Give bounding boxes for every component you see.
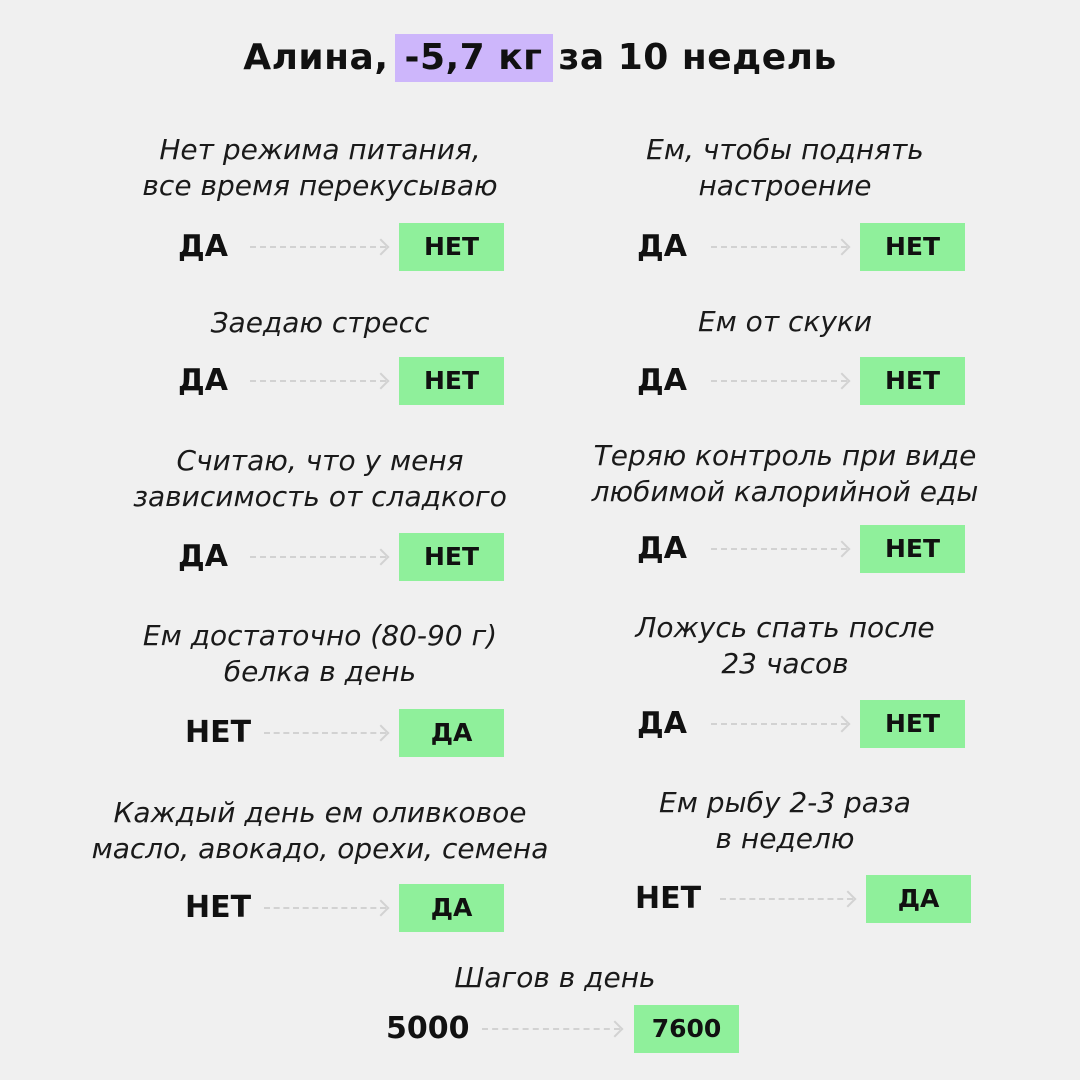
before-value: НЕТ [635,881,702,916]
habit-question: Каждый день ем оливковое масло, авокадо, орехи, семена [91,796,549,865]
after-badge: НЕТ [860,700,965,748]
habit-question: Нет режима питания, все время перекусываю [142,133,498,202]
arrow-icon [482,1028,620,1030]
habit-block-3 [60,305,580,415]
before-value: НЕТ [185,890,252,925]
habit-question: Считаю, что у меня зависимость от сладкого [133,444,507,513]
steps-label: Шагов в день [454,961,656,994]
after-badge: ДА [399,709,504,757]
habit-block-5 [60,443,580,583]
before-value: ДА [637,363,687,398]
habit-block-2 [525,132,1045,282]
after-badge: ДА [866,875,971,923]
after-badge: НЕТ [399,223,504,271]
arrow-icon [711,548,847,550]
arrow-icon [250,556,386,558]
habit-question: Ем достаточно (80-90 г) белка в день [142,619,498,688]
habit-question: Ем, чтобы поднять настроение [646,133,924,202]
habit-block-6 [525,438,1045,578]
habit-block-9 [60,795,580,935]
title-period: за 10 недель [558,37,837,78]
title-name: Алина, [243,37,389,78]
before-value: ДА [637,531,687,566]
habit-question: Ложусь спать после 23 часов [635,611,935,680]
habit-question: Заедаю стресс [210,306,430,339]
arrow-icon [720,898,853,900]
steps-before-value: 5000 [386,1011,470,1046]
after-badge: НЕТ [399,357,504,405]
arrow-icon [711,723,847,725]
page-title [0,34,1080,82]
habit-block-1 [60,132,580,282]
before-value: ДА [178,363,228,398]
habit-block-4 [525,304,1045,414]
before-value: ДА [178,229,228,264]
title-result-highlight: -5,7 кг [395,34,553,82]
before-value: ДА [637,229,687,264]
before-value: НЕТ [185,715,252,750]
habit-question: Ем от скуки [697,305,873,338]
arrow-icon [250,246,386,248]
arrow-icon [711,380,847,382]
habit-question: Теряю контроль при виде любимой калорийной еды [591,439,979,508]
arrow-icon [250,380,386,382]
arrow-icon [264,907,386,909]
arrow-icon [711,246,847,248]
before-value: ДА [637,706,687,741]
after-badge: НЕТ [399,533,504,581]
after-badge: НЕТ [860,357,965,405]
after-badge: НЕТ [860,525,965,573]
after-badge: НЕТ [860,223,965,271]
steps-after-badge: 7600 [634,1005,739,1053]
after-badge: ДА [399,884,504,932]
habit-block-8 [525,610,1045,750]
arrow-icon [264,732,386,734]
habit-question: Ем рыбу 2-3 раза в неделю [659,786,911,855]
steps-block [290,960,820,1060]
habit-block-7 [60,618,580,758]
habit-block-10 [525,785,1045,925]
before-value: ДА [178,539,228,574]
